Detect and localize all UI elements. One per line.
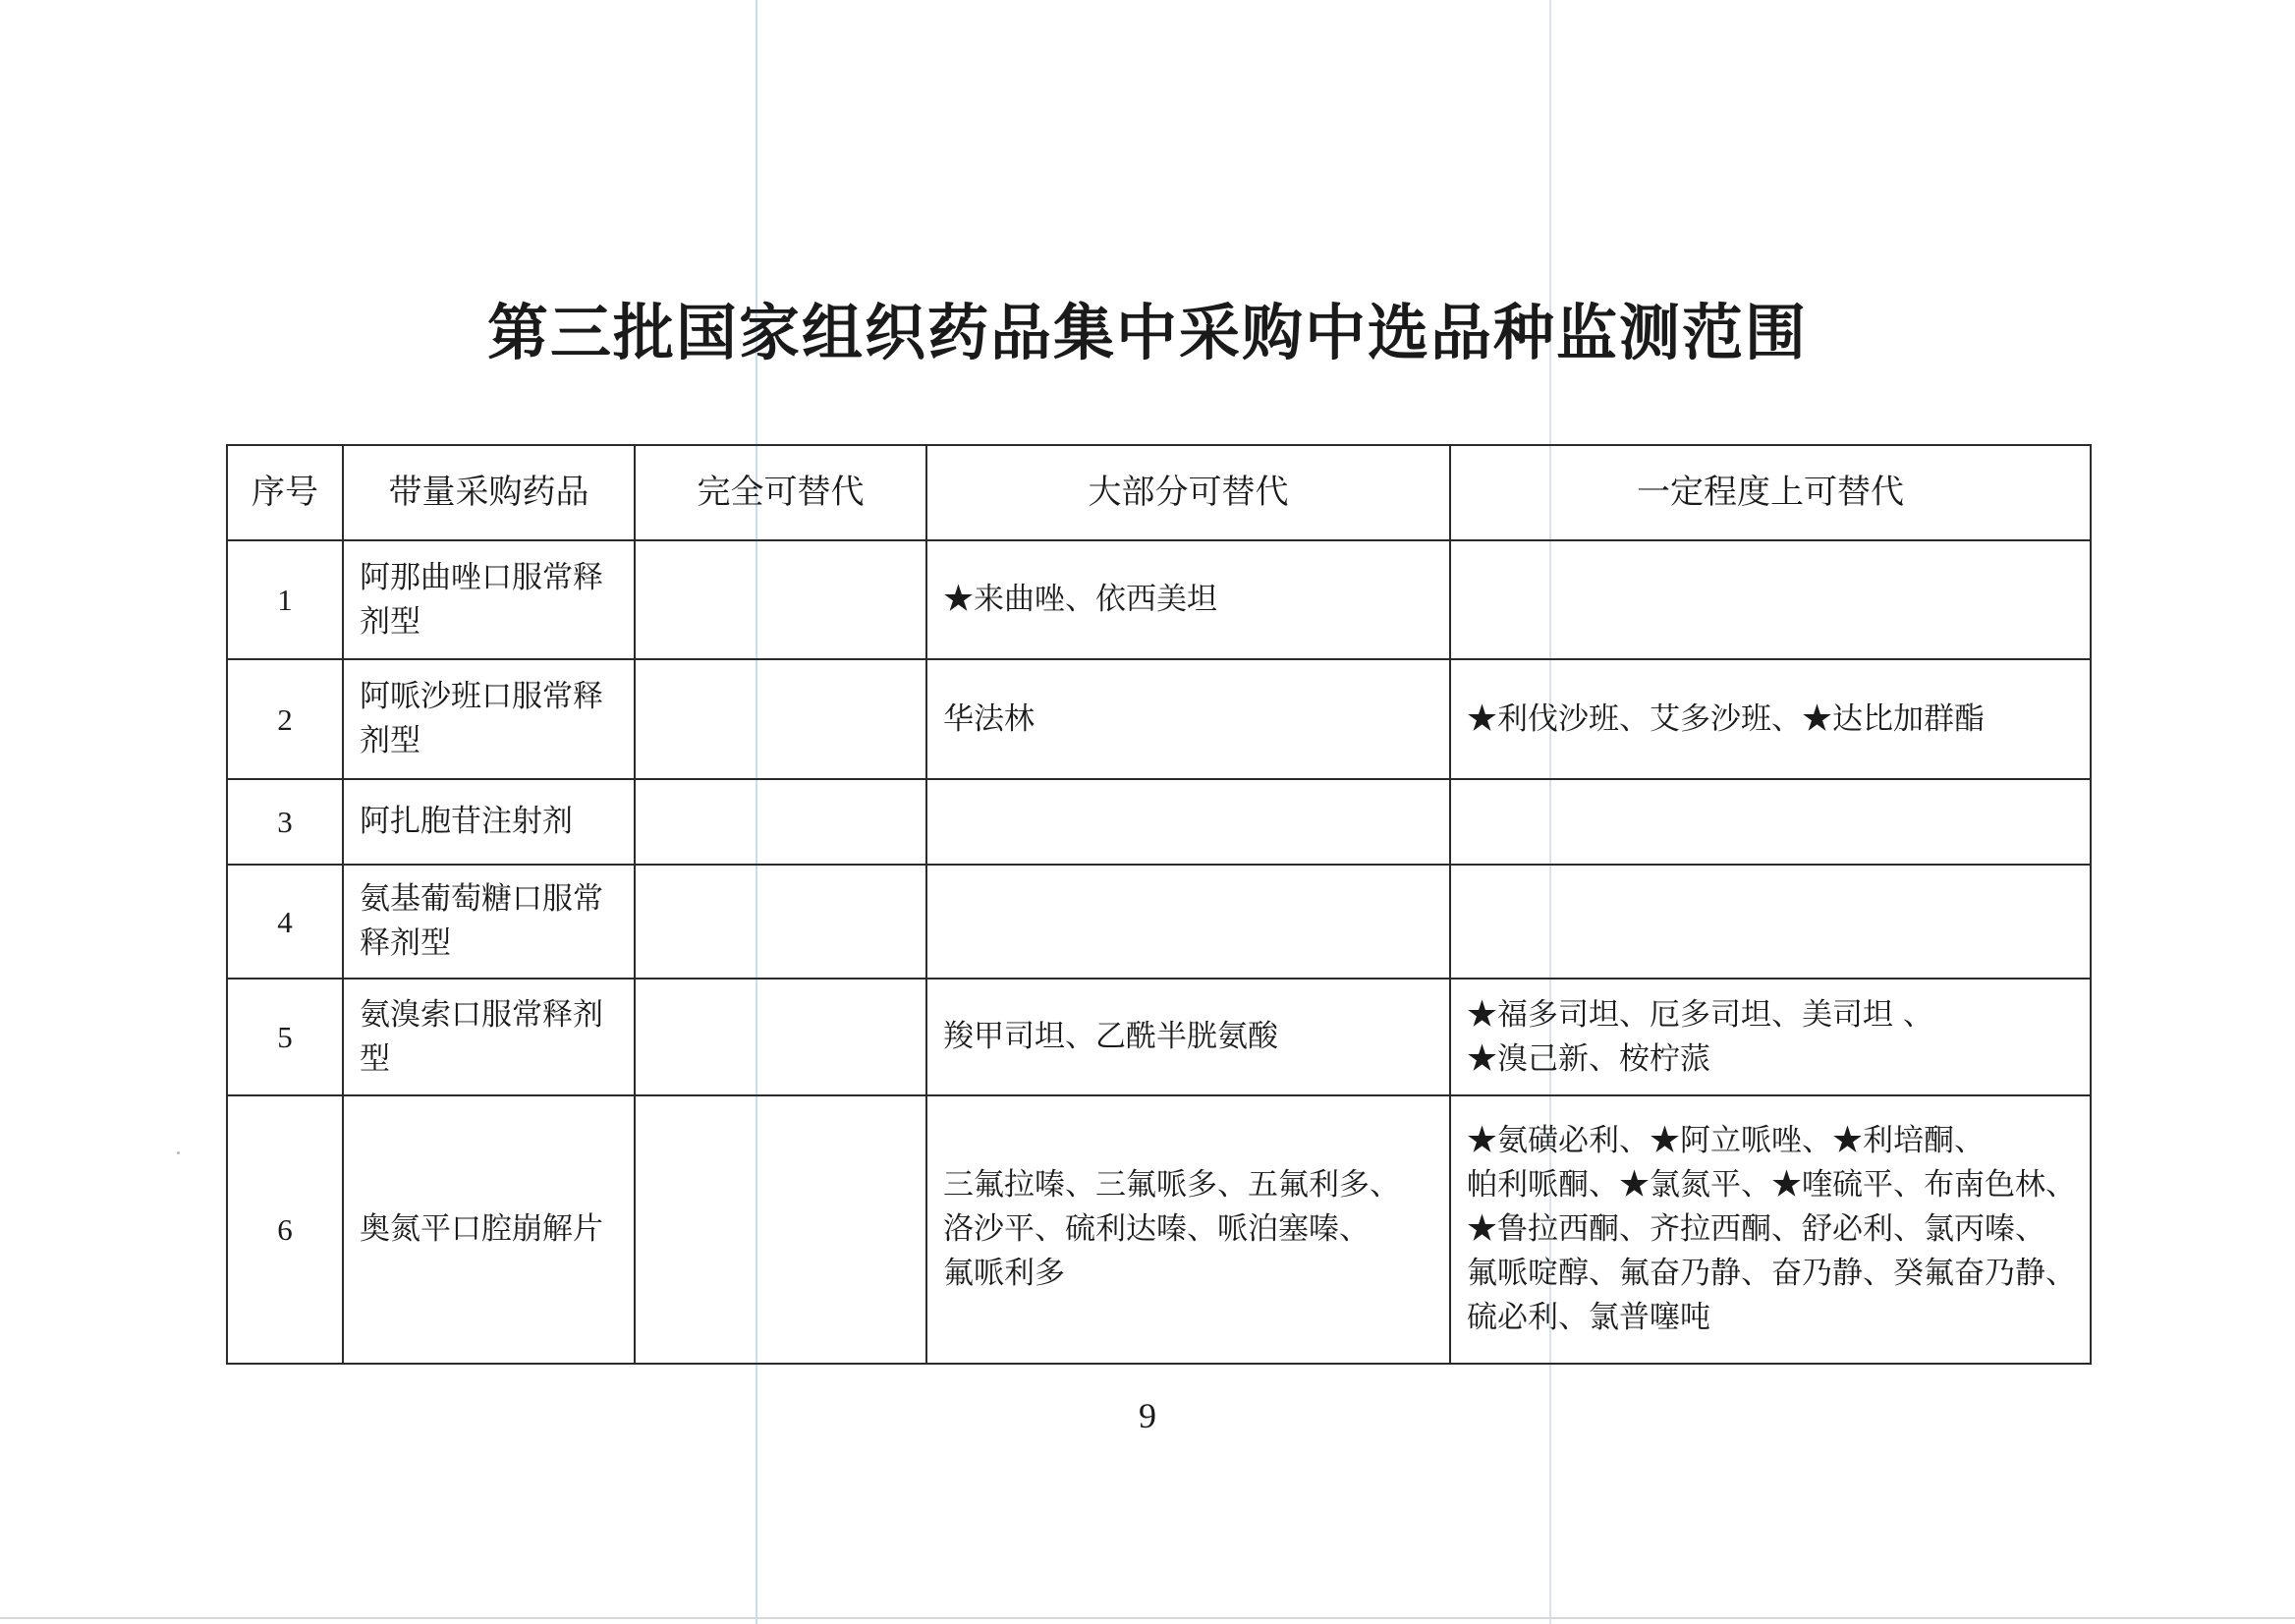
drug-line: 阿哌沙班口服常释 xyxy=(360,679,603,714)
row-seq: 5 xyxy=(227,979,343,1095)
drug-line: 阿扎胞苷注射剂 xyxy=(360,804,573,839)
row-fully-substitutable xyxy=(635,979,926,1095)
row-seq: 4 xyxy=(227,865,343,979)
substitute-line: ★氨磺必利、★阿立哌唑、★利培酮、 xyxy=(1467,1123,1985,1158)
drug-line: 氨溴索口服常释剂 xyxy=(360,996,603,1033)
drug-line: 剂型 xyxy=(360,723,420,758)
page-title: 第三批国家组织药品集中采购中选品种监测范围 xyxy=(486,297,1808,368)
row-mostly-substitutable xyxy=(926,979,1450,1095)
header-seq: 序号 xyxy=(227,445,343,540)
substitute-line: 氟哌啶醇、氟奋乃静、奋乃静、癸氟奋乃静、 xyxy=(1467,1256,2076,1291)
drug-line: 释剂型 xyxy=(360,925,451,961)
table-row xyxy=(227,979,2091,1095)
substitute-line: ★溴己新、桉柠蒎 xyxy=(1467,1040,1710,1077)
row-partially-substitutable xyxy=(1450,865,2091,979)
row-fully-substitutable xyxy=(635,1095,926,1364)
row-fully-substitutable xyxy=(635,865,926,979)
substitute-line: 帕利哌酮、★氯氮平、★喹硫平、布南色林、 xyxy=(1467,1167,2076,1203)
row-seq: 6 xyxy=(227,1095,343,1364)
table-row xyxy=(227,779,2091,865)
row-fully-substitutable xyxy=(635,659,926,779)
row-drug xyxy=(343,979,635,1095)
row-partially-substitutable xyxy=(1450,779,2091,865)
row-fully-substitutable xyxy=(635,779,926,865)
row-mostly-substitutable xyxy=(926,540,1450,659)
row-partially-substitutable xyxy=(1450,979,2091,1095)
header-mostly-substitutable: 大部分可替代 xyxy=(926,445,1450,540)
substitute-line: ★福多司坦、厄多司坦、美司坦 、 xyxy=(1467,996,1933,1033)
header-fully-substitutable: 完全可替代 xyxy=(635,445,926,540)
row-partially-substitutable xyxy=(1450,1095,2091,1364)
row-partially-substitutable xyxy=(1450,659,2091,779)
substitute-line: 羧甲司坦、乙酰半胱氨酸 xyxy=(943,1019,1278,1054)
row-drug xyxy=(343,779,635,865)
table-row xyxy=(227,659,2091,779)
header-drug: 带量采购药品 xyxy=(343,445,635,540)
row-drug xyxy=(343,865,635,979)
row-partially-substitutable xyxy=(1450,540,2091,659)
substitute-line: 氟哌利多 xyxy=(943,1256,1065,1291)
substitute-line: 华法林 xyxy=(943,700,1035,737)
row-seq: 2 xyxy=(227,659,343,779)
drug-line: 阿那曲唑口服常释 xyxy=(360,559,603,595)
drug-line: 剂型 xyxy=(360,603,420,640)
substitute-line: ★来曲唑、依西美坦 xyxy=(943,582,1217,617)
substitute-line: ★鲁拉西酮、齐拉西酮、舒必利、氯丙嗪、 xyxy=(1467,1211,2045,1247)
row-drug xyxy=(343,659,635,779)
page-edge-line xyxy=(0,1617,2295,1619)
row-mostly-substitutable xyxy=(926,659,1450,779)
drug-line: 型 xyxy=(360,1040,390,1077)
row-seq: 3 xyxy=(227,779,343,865)
header-partially-substitutable: 一定程度上可替代 xyxy=(1450,445,2091,540)
row-drug xyxy=(343,540,635,659)
substitute-line: 洛沙平、硫利达嗪、哌泊塞嗪、 xyxy=(943,1211,1370,1247)
page-number: 9 xyxy=(1139,1396,1156,1435)
row-mostly-substitutable xyxy=(926,779,1450,865)
monitoring-scope-table xyxy=(226,444,2092,1365)
drug-line: 奥氮平口腔崩解片 xyxy=(360,1211,603,1247)
table-header-row xyxy=(227,445,2091,540)
row-seq: 1 xyxy=(227,540,343,659)
table-row xyxy=(227,865,2091,979)
table-row xyxy=(227,540,2091,659)
row-mostly-substitutable xyxy=(926,1095,1450,1364)
substitute-line: 硫必利、氯普噻吨 xyxy=(1467,1300,1710,1335)
substitute-line: ★利伐沙班、艾多沙班、★达比加群酯 xyxy=(1467,700,1985,737)
row-drug xyxy=(343,1095,635,1364)
drug-line: 氨基葡萄糖口服常 xyxy=(360,881,603,917)
row-mostly-substitutable xyxy=(926,865,1450,979)
substitute-line: 三氟拉嗪、三氟哌多、五氟利多、 xyxy=(943,1167,1400,1203)
scan-speck xyxy=(177,1151,180,1154)
row-fully-substitutable xyxy=(635,540,926,659)
table-row xyxy=(227,1095,2091,1364)
